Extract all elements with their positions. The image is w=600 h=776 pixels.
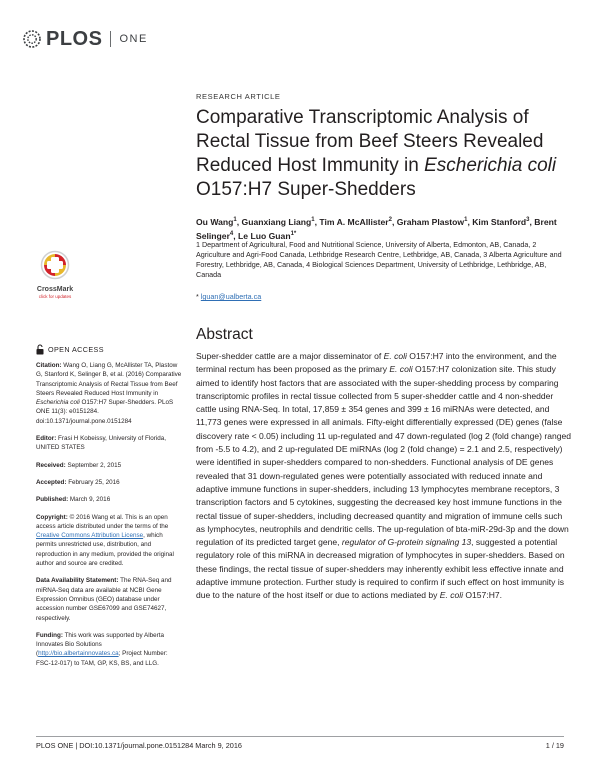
article-type: RESEARCH ARTICLE <box>196 92 281 101</box>
logo-text: PLOS <box>46 27 103 50</box>
author-name: Ou Wang <box>196 216 234 227</box>
abstract-heading: Abstract <box>196 326 253 343</box>
journal-logo[interactable] <box>22 26 148 52</box>
abstract-italic: E. coli <box>439 590 464 601</box>
author-affiliation-mark: 4 <box>229 230 234 237</box>
abstract-body <box>196 350 571 603</box>
accepted-date: February 25, 2016 <box>66 478 120 486</box>
author-name: Guanxiang Liang <box>241 216 312 227</box>
footer-citation: PLOS ONE | DOI:10.1371/journal.pone.0151284 March 9, 2016 <box>36 741 242 750</box>
logo-divider <box>110 31 111 47</box>
affiliations: 1 Department of Agricultural, Food and Nutritional Science, University of Alberta, Edmonton, AB, Canada, 2 Agriculture and Agri-Food Canada, Lethbridge Research Centre, Lethbridge, AB, Canada, 3 Alberta Agriculture and Forestry, Lethbridge, AB, Canada, 4 Biological Sciences Department, University of Lethbridge, Lethbridge, AB, Canada <box>196 240 562 279</box>
funding-block <box>36 631 182 668</box>
citation-label: Citation: <box>36 362 62 369</box>
citation-species: Escherichia coli <box>36 399 80 407</box>
abstract-text: Super-shedder cattle are a major disseminator of <box>196 351 384 361</box>
editor-label: Editor: <box>36 435 57 443</box>
open-lock-icon <box>36 344 44 355</box>
copyright-label: Copyright: <box>36 513 68 521</box>
author-affiliation-mark: 2 <box>388 217 392 223</box>
journal-name: ONE <box>119 33 148 45</box>
editor-block <box>36 434 182 453</box>
title-end: O157:H7 Super-Shedders <box>196 179 416 200</box>
title-species: Escherichia coli <box>424 155 557 176</box>
published-label: Published: <box>36 496 69 504</box>
corresponding-author <box>196 292 261 301</box>
funding-text-end: ; Project Number: FSC-12-017) to TAM, GP, KS, BS, and LLG. <box>36 650 168 667</box>
funding-label: Funding: <box>36 631 63 639</box>
author-affiliation-mark: 1 <box>233 217 237 223</box>
abstract-text: O157:H7 colonization site. This study aimed to identify host factors that are associated with the super-shedding process by comparing transcriptomic profiles in rectal tissue collected from 5 super-shedder cattle and 4 non-shedder cattle using RNA-Seq. In total, 17,859 ± 354 genes and 399 ± 16 miRNAs were detected, and 11,773 genes were expressed in all animals. Fifty-eight differentially expressed (DE) genes (false discovery rate < 0.05) including 11 up-regulated and 47 down-regulated (log 2 (fold change) ranged from -5.5 to 4.2), and 2 up-regulated DE miRNAs (log 2 (fold change) = 2.1 and 2.5, respectively) were identified in super-shedders compared to non-shedders. Functional analysis of DE genes revealed that 31 down-regulated genes were potentially associated with reduced innate and adaptive immune functions in super-shedders, including 13 lymphocytes membrane receptors, 3 transcription factors and 5 cytokines, suggesting the decreased key host immune functions in the rectal tissue of super-shedders, including decreased quantity and migration of immune cells such as lymphocytes, neutrophils and dendritic cells. The up-regulation of bta-miR-29d-3p and the down regulation of its predicted target gene, <box>196 364 571 548</box>
abstract-italic: regulator of G-protein signaling 13 <box>341 537 472 548</box>
copyright-block <box>36 513 182 569</box>
abstract-text: O157:H7. <box>463 590 502 601</box>
accepted-block <box>36 478 182 487</box>
license-link[interactable]: Creative Commons Attribution License <box>36 532 144 540</box>
open-access-label: OPEN ACCESS <box>48 344 104 354</box>
author-name: Graham Plastow <box>396 216 465 227</box>
author-name: Le Luo Guan <box>238 230 291 241</box>
received-label: Received: <box>36 461 66 469</box>
author-affiliation-mark: 3 <box>526 217 530 223</box>
abstract-text: O157:H7 into the environment, and the terminal rectum has been proposed as the primary <box>196 351 557 375</box>
received-date: September 2, 2015 <box>65 461 122 469</box>
author-affiliation-mark: 1 <box>311 217 315 223</box>
copyright-text: © 2016 Wang et al. This is an open access article distributed under the terms of the <box>36 513 169 530</box>
crossmark-icon <box>40 250 70 280</box>
editor-text: Frasi H Kobeissy, University of Florida, UNITED STATES <box>36 435 167 452</box>
citation-text: Wang O, Liang G, McAllister TA, Plastow G, Stanford K, Selinger B, et al. (2016) Comparative Transcriptomic Analysis of Rectal Tissue from Beef Steers Revealed Reduced Host Immunity in <box>36 362 182 397</box>
citation-block <box>36 361 182 426</box>
author-name: Kim Stanford <box>472 216 527 227</box>
corresponding-email-link[interactable]: lguan@ualberta.ca <box>200 292 262 301</box>
abstract-italic: E. coli <box>383 351 407 361</box>
article-sidebar <box>36 344 182 676</box>
author-list: Ou Wang$^1$, Guanxiang Liang$^1$, Tim A. McAllister$^2$, Graham Plastow$^1$, Kim Stanford$^3$, Brent Selinger$^4$, Le Luo Guan$^{1*}$ <box>196 216 557 241</box>
article-title <box>196 106 566 202</box>
footer-divider <box>36 736 564 737</box>
funding-link[interactable]: http://bio.albertainnovates.ca <box>38 650 119 658</box>
plos-logo-icon <box>22 29 42 49</box>
funding-text: This work was supported by Alberta Innovates Bio Solutions ( <box>36 631 164 658</box>
abstract-italic: E. coli <box>389 364 413 375</box>
author-affiliation-mark: 1* <box>290 230 297 237</box>
author-affiliation-mark: 1 <box>464 217 468 223</box>
published-date: March 9, 2016 <box>68 496 111 504</box>
data-availability-label: Data Availability Statement: <box>36 577 119 585</box>
crossmark-label: CrossMark <box>36 286 74 293</box>
author-name: Brent Selinger <box>196 216 557 241</box>
abstract-text: , suggested a potential regulatory role of this miRNA in decreased migration of lymphocytes in super-shedders. Based on these findings, the rectal tissue of super-shedders may inherently exhibit less effective innate and adaptive immune protection. Further study is required to confirm if such effect on host immunity is due to the nature of the host itself or due to actions mediated by <box>196 537 565 601</box>
crossmark-sublabel: click for updates <box>38 294 72 299</box>
published-block <box>36 495 182 504</box>
accepted-label: Accepted: <box>36 478 67 486</box>
corresponding-star: * <box>196 292 199 301</box>
received-block <box>36 461 182 470</box>
citation-text-end: O157:H7 Super-Shedders. PLoS ONE 11(3): e0151284. doi:10.1371/journal.pone.0151284 <box>36 399 174 425</box>
open-access-badge <box>36 344 182 355</box>
copyright-text-end: , which permits unrestricted use, distribution, and reproduction in any medium, provided the original author and source are credited. <box>36 532 174 568</box>
data-availability-block <box>36 576 182 622</box>
title-main: Comparative Transcriptomic Analysis of Rectal Tissue from Beef Steers Revealed Reduced Host Immunity in <box>196 107 544 176</box>
crossmark-badge[interactable] <box>32 250 78 299</box>
author-name: Tim A. McAllister <box>319 216 389 227</box>
page-number: 1 / 19 <box>545 741 564 750</box>
data-availability-text: The RNA-Seq and miRNA-Seq data are available at NCBI Gene Expression Omnibus (GEO) database under accession number GSE67099 and GSE74627, respectively. <box>36 577 172 622</box>
